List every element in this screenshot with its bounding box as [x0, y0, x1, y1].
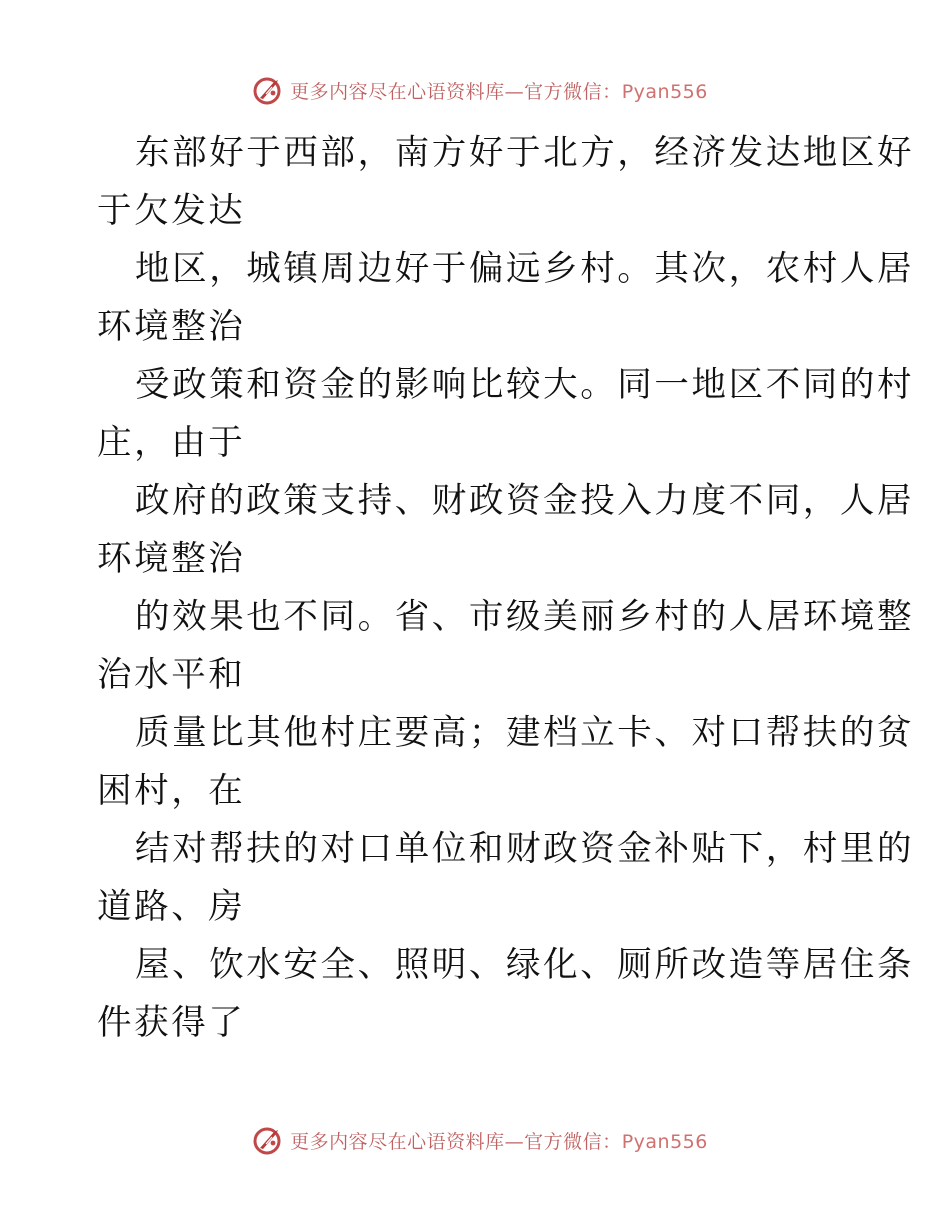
text-line: 东部好于西部，南方好于北方，经济发达地区好 — [135, 133, 915, 173]
text-line: 受政策和资金的影响比较大。同一地区不同的村 — [135, 365, 915, 405]
text-line: 结对帮扶的对口单位和财政资金补贴下，村里的 — [135, 829, 915, 869]
footer-account-label: 官方微信： — [524, 1130, 622, 1153]
header-site-name: 更多内容尽在心语资料库 — [290, 80, 505, 103]
footer-account-id: Pyan556 — [621, 1130, 708, 1153]
text-line: 环境整治 — [97, 307, 246, 347]
footer-banner-inner — [242, 1124, 708, 1156]
header-separator: — — [504, 80, 525, 103]
text-line: 环境整治 — [97, 539, 246, 579]
header-banner-inner — [242, 74, 708, 106]
text-line: 的效果也不同。省、市级美丽乡村的人居环境整 — [135, 597, 915, 637]
text-line: 于欠发达 — [97, 191, 246, 231]
text-line: 庄，由于 — [97, 423, 246, 463]
text-line: 治水平和 — [97, 655, 246, 695]
text-line: 质量比其他村庄要高；建档立卡、对口帮扶的贫 — [135, 713, 915, 753]
footer-text — [290, 1127, 708, 1154]
header-text — [290, 77, 708, 104]
footer-separator: — — [504, 1130, 525, 1153]
quill-logo-icon — [252, 74, 284, 106]
text-line: 政府的政策支持、财政资金投入力度不同，人居 — [135, 481, 915, 521]
quill-logo-icon — [252, 1124, 284, 1156]
text-line: 屋、饮水安全、照明、绿化、厕所改造等居住条 — [135, 945, 915, 985]
footer-site-name: 更多内容尽在心语资料库 — [290, 1130, 505, 1153]
text-line: 地区，城镇周边好于偏远乡村。其次，农村人居 — [135, 249, 915, 289]
header-account-label: 官方微信： — [524, 80, 622, 103]
text-line: 道路、房 — [97, 887, 246, 927]
footer-banner — [0, 1120, 950, 1160]
header-account-id: Pyan556 — [621, 80, 708, 103]
text-line: 件获得了 — [97, 1003, 246, 1043]
header-banner — [0, 70, 950, 110]
document-body — [97, 124, 915, 1052]
text-line: 困村，在 — [97, 771, 246, 811]
